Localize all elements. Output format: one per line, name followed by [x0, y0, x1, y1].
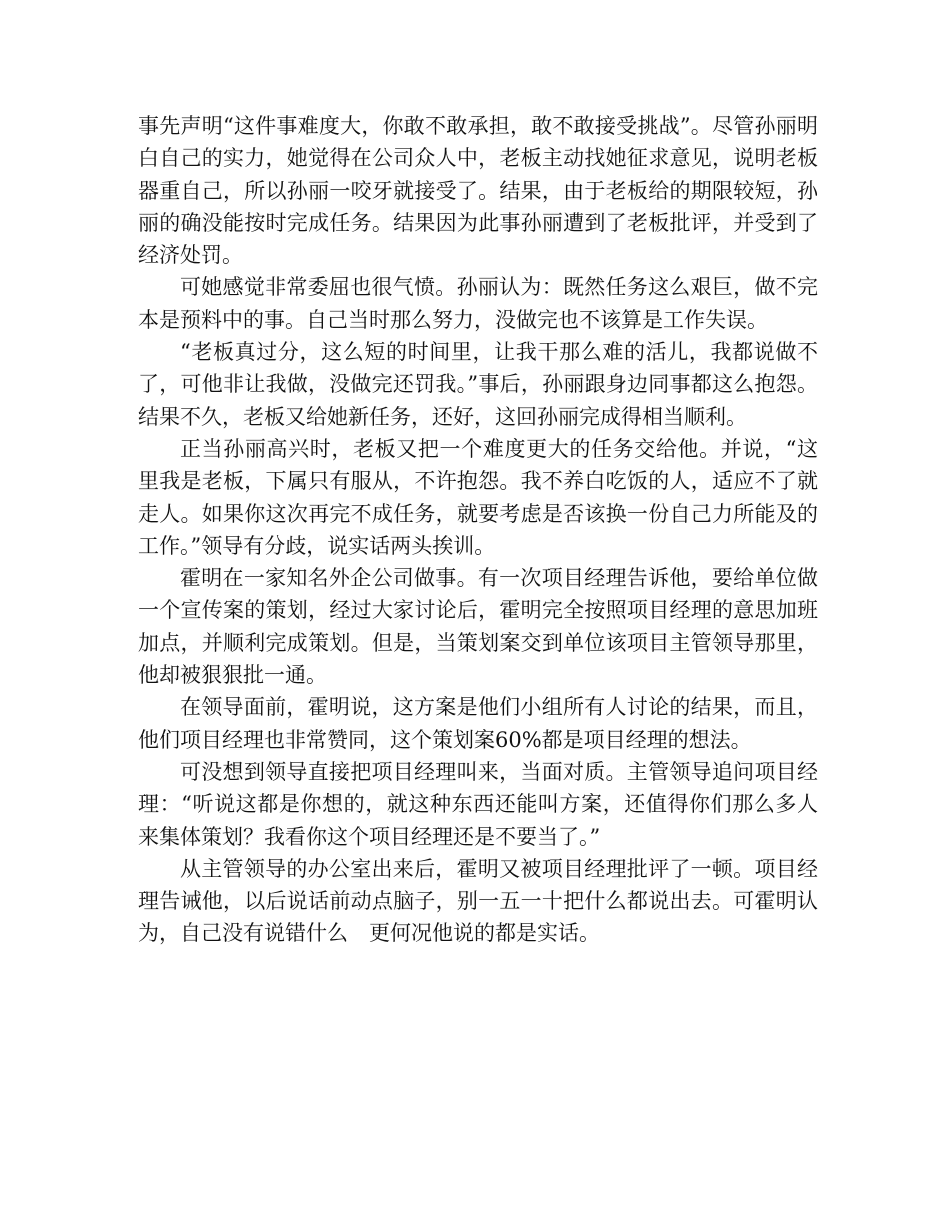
paragraph-3: “老板真过分，这么短的时间里，让我干那么难的活儿，我都说做不了，可他非让我做，没做完还罚我。”事后，孙丽跟身边同事都这么抱怨。结果不久，老板又给她新任务，还好，这回孙丽完成得相当顺利。	[138, 340, 818, 429]
paragraph-7: 可没想到领导直接把项目经理叫来，当面对质。主管领导追问项目经理：“听说这都是你想的，就这种东西还能叫方案，还值得你们那么多人来集体策划？我看你这个项目经理还是不要当了。”	[138, 759, 818, 849]
paragraph-8: 从主管领导的办公室出来后，霍明又被项目经理批评了一顿。项目经理告诫他，以后说话前动点脑子，别一五一十把什么都说出去。可霍明认为，自己没有说错什么 更何况他说的都是实话。	[138, 856, 818, 946]
paragraph-6: 在领导面前，霍明说，这方案是他们小组所有人讨论的结果，而且，他们项目经理也非常赞同，这个策划案60%都是项目经理的想法。	[138, 695, 818, 752]
paragraph-1: 事先声明“这件事难度大，你敢不敢承担，敢不敢接受挑战”。尽管孙丽明白自己的实力，她觉得在公司众人中，老板主动找她征求意见，说明老板器重自己，所以孙丽一咬牙就接受了。结果，由于老板给的期限较短，孙丽的确没能按时完成任务。结果因为此事孙丽遭到了老板批评，并受到了经济处罚。	[138, 114, 818, 268]
paragraph-4: 正当孙丽高兴时，老板又把一个难度更大的任务交给他。并说，“这里我是老板，下属只有服从，不许抱怨。我不养白吃饭的人，适应不了就走人。如果你这次再完不成任务，就要考虑是否该换一份自己力所能及的工作。”领导有分歧，说实话两头挨训。	[138, 436, 818, 558]
document-body	[138, 110, 818, 950]
paragraph-2: 可她感觉非常委屈也很气愤。孙丽认为：既然任务这么艰巨，做不完本是预料中的事。自己当时那么努力，没做完也不该算是工作失误。	[138, 275, 818, 332]
paragraph-5: 霍明在一家知名外企公司做事。有一次项目经理告诉他，要给单位做一个宣传案的策划，经过大家讨论后，霍明完全按照项目经理的意思加班加点，并顺利完成策划。但是，当策划案交到单位该项目主管领导那里，他却被狠狠批一通。	[138, 566, 818, 688]
